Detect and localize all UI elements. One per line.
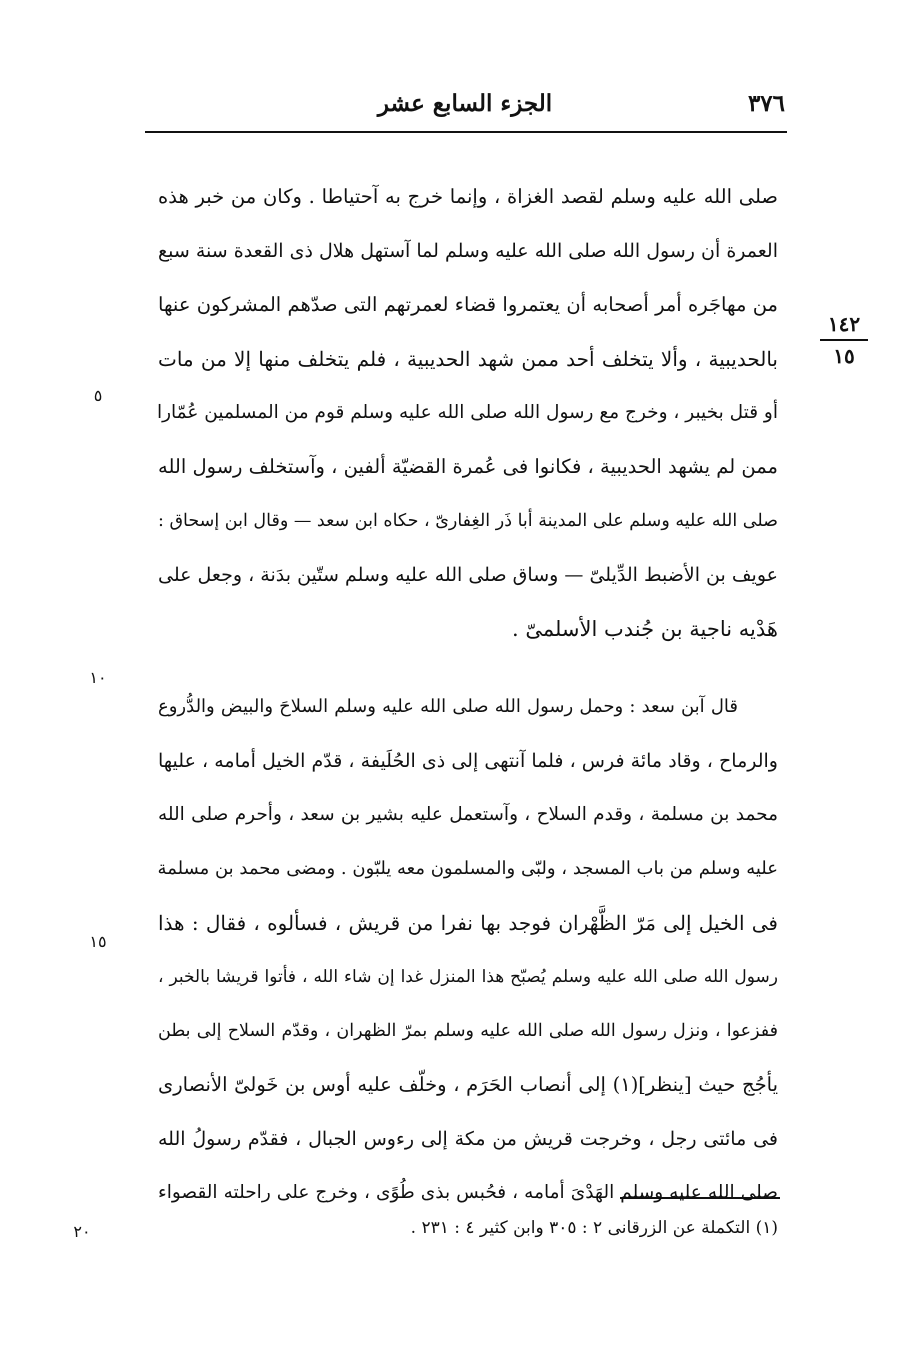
text-line: بالحديبية ، وألا يتخلف أحد ممن شهد الحديبية ، فلم يتخلف منها إلا من مات [158,347,778,371]
line-number-10: ١٠ [89,668,107,687]
text-line: فى الخيل إلى مَرّ الظَّهْران فوجد بها نفرا من قريش ، فسألوه ، فقال : هذا [158,911,778,935]
text-line: عليه وسلم من باب المسجد ، ولبّى والمسلمون معه يلبّون . ومضى محمد بن مسلمة [157,858,778,879]
text-line: فى مائتى رجل ، وخرجت قريش من مكة إلى رءوس الجبال ، فقدّم رسولُ الله [158,1128,778,1150]
running-title: الجزء السابع عشر [377,90,553,117]
header-rule [145,131,787,133]
text-line: ممن لم يشهد الحديبية ، فكانوا فى عُمرة القضيّة ألفين ، وآستخلف رسول الله [158,455,778,478]
paragraph-1 [158,170,778,656]
text-line: رسول الله صلى الله عليه وسلم يُصبّح هذا المنزل غدا إن شاء الله ، فأتوا قريشا بالخبر ، [158,967,778,987]
line-number-15: ١٥ [89,932,107,951]
text-line: من مهاجَره أمر أصحابه أن يعتمروا قضاء لعمرتهم التى صدّهم المشركون عنها [158,293,778,316]
text-line: ففزعوا ، ونزل رسول الله صلى الله عليه وسلم بمرّ الظهران ، وقدّم السلاح إلى بطن [158,1021,778,1041]
original-page-bottom: ١٥ [833,344,855,368]
text-line: هَدْيه ناجية بن جُندب الأسلمىّ . [511,617,778,641]
paragraph-gap [158,656,778,680]
main-text [158,170,778,1220]
text-line: قال آبن سعد : وحمل رسول الله صلى الله عليه وسلم السلاحَ والبيض والدُّروع [158,696,738,717]
page-header [145,88,785,128]
text-line: محمد بن مسلمة ، وقدم السلاح ، وآستعمل عليه بشير بن سعد ، وأحرم صلى الله [158,804,778,825]
text-line: صلى الله عليه وسلم لقصد الغزاة ، وإنما خرج به آحتياطا . وكان من خبر هذه [158,185,778,208]
text-line: أو قتل بخيبر ، وخرج مع رسول الله صلى الله عليه وسلم قوم من المسلمين عُمّارا [156,402,778,423]
footnote: (١) التكملة عن الزرقانى ٢ : ٣٠٥ وابن كثير ٤ : ٢٣١ . [410,1218,778,1238]
text-line: العمرة أن رسول الله صلى الله عليه وسلم لما آستهل هلال ذى القعدة سنة سبع [158,240,778,262]
original-page-rule [820,339,868,341]
page-number: ٣٧٦ [747,90,785,117]
text-line: عويف بن الأضبط الدِّيلىّ — وساق صلى الله عليه وسلم ستّين بدَنة ، وجعل على [158,564,778,586]
text-line: صلى الله عليه وسلم على المدينة أبا ذَر الغِفارىّ ، حكاه ابن سعد — وقال ابن إسحاق : [158,511,778,531]
footnote-rule [620,1197,780,1199]
original-page-top: ١٤٢ [827,312,861,336]
text-line: يأجُج حيث [ينظر](١) إلى أنصاب الحَرَم ، وخلّف عليه أوس بن خَولىّ الأنصارى [158,1073,778,1096]
text-line: والرماح ، وقاد مائة فرس ، فلما آنتهى إلى ذى الحُلَيفة ، قدّم الخيل أمامه ، عليها [158,750,778,772]
line-number-5: ٥ [93,386,103,405]
paragraph-2 [158,680,778,1220]
line-number-20: ٢٠ [73,1222,91,1241]
original-page-marker [816,312,872,368]
text-line: صلى الله عليه وسلم الهَدْىَ أمامه ، فحُبس بذى طُوًى ، وخرج على راحلته القصواء [158,1182,778,1203]
